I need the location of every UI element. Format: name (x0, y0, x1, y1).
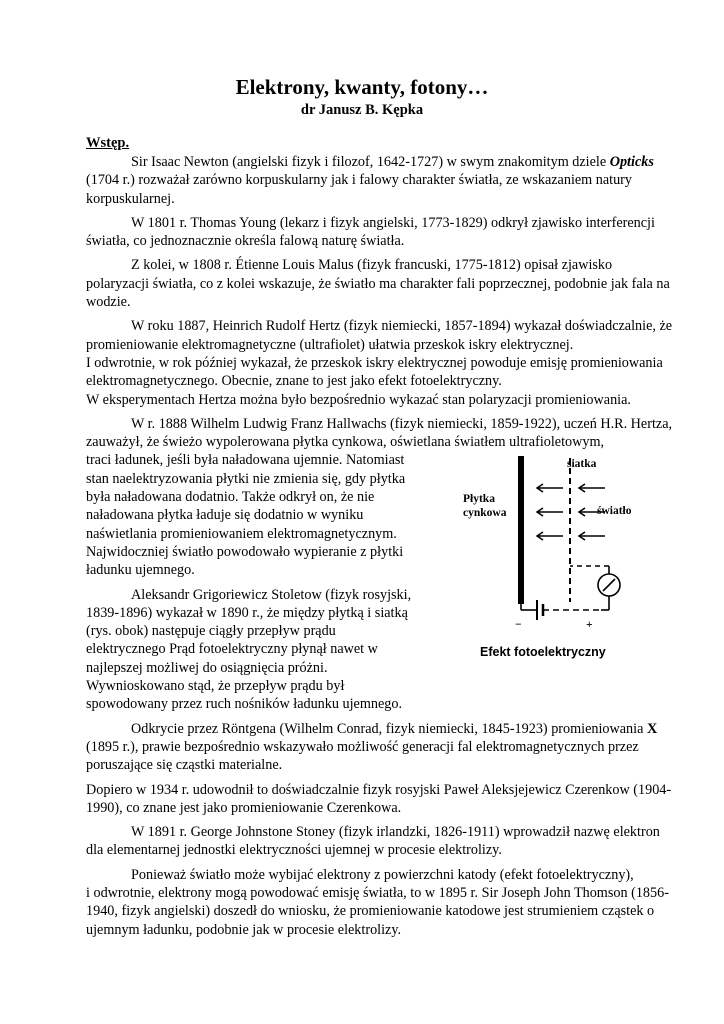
paragraph-malus: Z kolei, w 1808 r. Étienne Louis Malus (fizyk francuski, 1775-1812) opisał zjawisko polaryzacji światła, co z kolei wskazuje, że światło ma charakter fali poprzecznej, podobnie jak fala na wodzie. (86, 257, 670, 311)
paragraph-newton: Sir Isaac Newton (angielski fizyk i filozof, 1642-1727) w swym znakomitym dziele Opticks (1704 r.) rozważał zarówno korpuskularny jak i falowy charakter światła, ze wskazaniem natury korpuskularnej. (86, 154, 654, 207)
paragraph-hallwachs-2: traci ładunek, jeśli była naładowana ujemnie. Natomiast stan naelektryzowania płytki nie zmienia się, gdy płytka była naładowana dodatnio. Także odkrył on, że nie naładowana płytka ładuje się dodatnio w wyniku naświetlania promieniowaniem elektromagnetycznym. Najwidoczniej światło powodowało wypieranie z płytki ładunku ujemnego. (86, 452, 406, 579)
author: dr Janusz B. Kępka (300, 102, 424, 118)
paragraph-czerenkow: Dopiero w 1934 r. udowodnił to doświadczalnie fizyk rosyjski Paweł Aleksjejewicz Czerenkow (1904-1990), co znane jest jako promieniowanie Czerenkowa. (86, 781, 672, 816)
label-plytka: Płytka (463, 493, 495, 505)
label-siatka: siatka (567, 458, 597, 470)
paragraph-hertz-2: I odwrotnie, w rok później wykazał, że przeskok iskry elektrycznej powoduje emisję promieniowania elektromagnetycznego. Obecnie, znane to jest jako efekt fotoelektryczny. (86, 354, 663, 390)
paragraph-stoney: W 1891 r. George Johnstone Stoney (fizyk irlandzki, 1826-1911) wprowadził nazwę elektron dla elementarnej jednostki elektryczności ujemnej w procesie elektrolizy. (86, 824, 660, 859)
paragraph-rontgen: Odkrycie przez Röntgena (Wilhelm Conrad, fizyk niemiecki, 1845-1923) promieniowania X (1895 r.), prawie bezpośrednio wskazywało możliwość generacji fal elektromagnetycznych przez poruszające się cząstki materialne. (86, 720, 658, 774)
paragraph-young: W 1801 r. Thomas Young (lekarz i fizyk angielski, 1773-1829) odkrył zjawisko interferencji światła, co jednoznacznie określa falową naturę światła. (86, 214, 655, 250)
paragraph-hertz: W roku 1887, Heinrich Rudolf Hertz (fizyk niemiecki, 1857-1894) wykazał doświadczalnie, że promieniowanie elektromagnetyczne (ultrafiolet) ułatwia przeskok iskry elektrycznej. (86, 318, 673, 353)
figure-caption: Efekt fotoelektryczny (480, 645, 606, 659)
photoelectric-diagram (455, 452, 675, 642)
photoelectric-figure (455, 452, 675, 667)
zinc-plate (518, 456, 524, 604)
paragraph-stoletow: Aleksandr Grigoriewicz Stoletow (fizyk rosyjski, 1839-1896) wykazał w 1890 r., że między płytką i siatką (rys. obok) następuje ciągły przepływ prądu elektrycznego Prąd fotoelektryczny płynął nawet w najlepszej możliwej do osiągnięcia próżni. Wywnioskowano stąd, że przepływ prądu był spowodowany przez ruch nośników ładunku ujemnego. (86, 586, 412, 713)
label-swiatlo: światło (597, 505, 632, 517)
page-title: Elektrony, kwanty, fotony… (235, 75, 489, 99)
paragraph-hertz-3: W eksperymentach Hertza można było bezpośrednio wykazać stan polaryzacji promieniowania. (86, 391, 631, 408)
paragraph-hallwachs: W r. 1888 Wilhelm Ludwig Franz Hallwachs (fizyk niemiecki, 1859-1922), uczeń H.R. Hertza, zauważył, że świeżo wypolerowana płytka cynkowa, oświetlana światłem ultrafioletowym, (86, 415, 673, 451)
label-minus: − (515, 619, 522, 631)
section-heading: Wstęp. (86, 135, 130, 151)
paragraph-thomson: Ponieważ światło może wybijać elektrony z powierzchni katody (efekt fotoelektryczny), (131, 866, 634, 883)
label-plus: + (586, 619, 593, 631)
label-cynkowa: cynkowa (463, 507, 507, 519)
paragraph-thomson-2: i odwrotnie, elektrony mogą powodować emisję światła, to w 1895 r. Sir Joseph John Thomson (1856-1940, fizyk angielski) doszedł do wniosku, że promieniowanie katodowe jest strumieniem cząstek o ujemnym ładunku, podobnie jak w procesie elektrolizy. (86, 884, 669, 938)
